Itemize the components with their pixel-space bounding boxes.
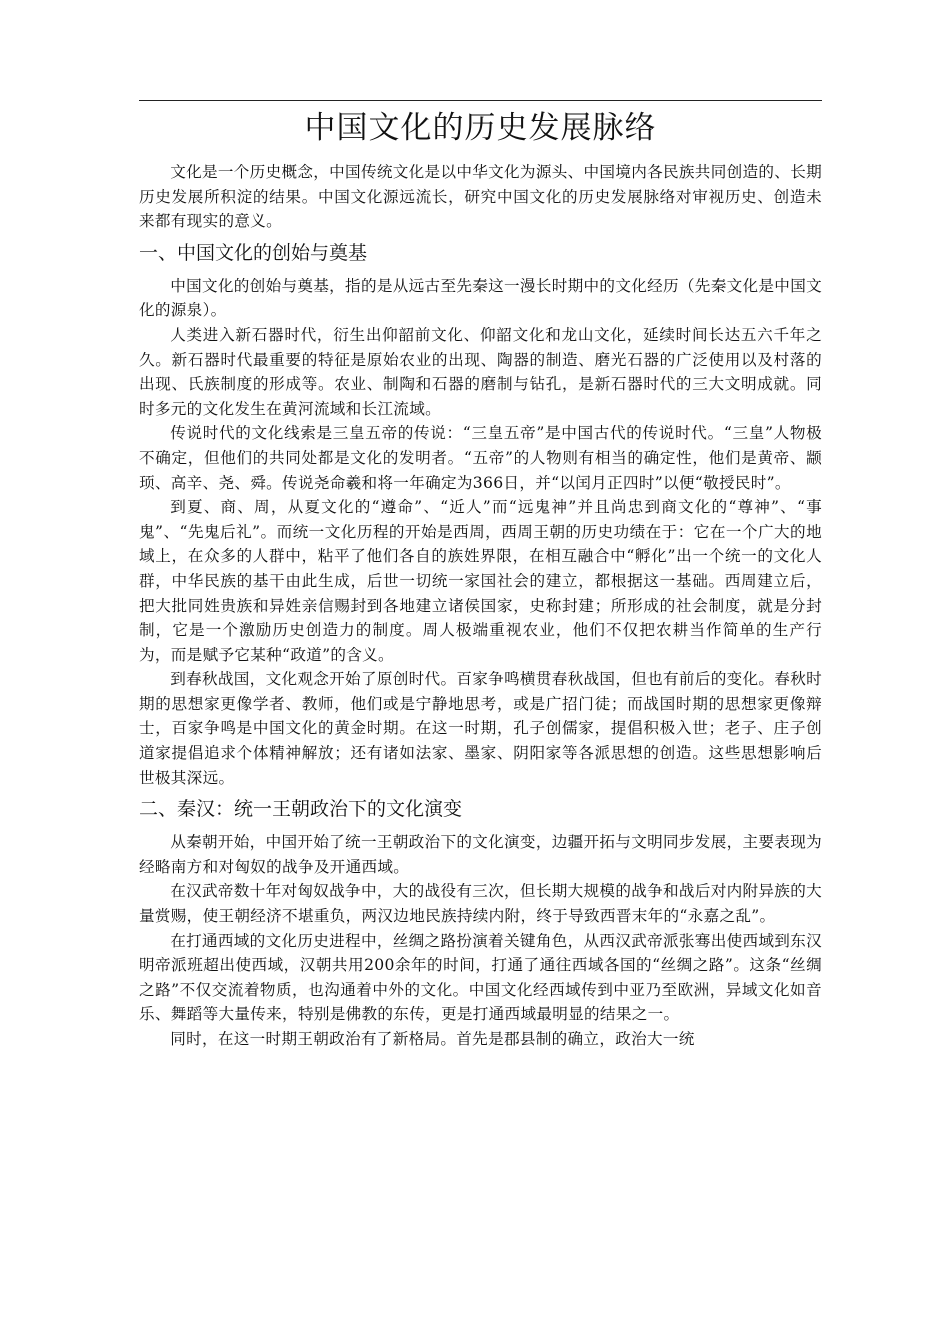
document-title: 中国文化的历史发展脉络 — [304, 110, 657, 146]
intro-paragraph: 文化是一个历史概念，中国传统文化是以中华文化为源头、中国境内各民族共同创造的、长期历史发展所积淀的结果。中国文化源远流长，研究中国文化的历史发展脉络对审视历史、创造未来都有现实的意义。 — [139, 163, 822, 231]
body-paragraph: 到夏、商、周，从夏文化的“遵命”、“近人”而“远鬼神”并且尚忠到商文化的“尊神”、“事鬼”、“先鬼后礼”。而统一文化历程的开始是西周，西周王朝的历史功绩在于：它在一个广大的地域上，在众多的人群中，粘平了他们各自的族姓界限，在相互融合中“孵化”出一个统一的文化人群，中华民族的基干由此生成，后世一切统一家国社会的建立，都根据这一基础。西周建立后，把大批同姓贵族和异姓亲信赐封到各地建立诸侯国家，史称封建；所形成的社会制度，就是分封制，它是一个激励历史创造力的制度。周人极端重视农业，他们不仅把农耕当作简单的生产行为，而是赋予它某种“政道”的含义。 — [139, 498, 822, 664]
section-heading: 二、秦汉：统一王朝政治下的文化演变 — [139, 798, 463, 821]
body-paragraph: 中国文化的创始与奠基，指的是从远古至先秦这一漫长时期中的文化经历（先秦文化是中国文化的源泉）。 — [139, 276, 822, 320]
body-paragraph: 在汉武帝数十年对匈奴战争中，大的战役有三次，但长期大规模的战争和战后对内附异族的大量赏赐，使王朝经济不堪重负，两汉边地民族持续内附，终于导致西晋末年的“永嘉之乱”。 — [139, 882, 822, 926]
body-paragraph: 从秦朝开始，中国开始了统一王朝政治下的文化演变，边疆开拓与文明同步发展，主要表现为经略南方和对匈奴的战争及开通西域。 — [139, 833, 822, 876]
body-paragraph: 传说时代的文化线索是三皇五帝的传说：“三皇五帝”是中国古代的传说时代。“三皇”人物极不确定，但他们的共同处都是文化的发明者。“五帝”的人物则有相当的确定性，他们是黄帝、颛顼、高辛、尧、舜。传说尧命羲和将一年确定为366日，并“以闰月正四时”以便“敬授民时”。 — [139, 424, 822, 492]
body-paragraph: 到春秋战国，文化观念开始了原创时代。百家争鸣横贯春秋战国，但也有前后的变化。春秋时期的思想家更像学者、教师，他们或是宁静地思考，或是广招门徒；而战国时期的思想家更像辩士，百家争鸣是中国文化的黄金时期。在这一时期，孔子创儒家，提倡积极入世；老子、庄子创道家提倡追求个体精神解放；还有诸如法家、墨家、阴阳家等各派思想的创造。这些思想影响后世极其深远。 — [139, 670, 822, 787]
document-page — [139, 100, 822, 1052]
section-heading: 一、中国文化的创始与奠基 — [139, 241, 368, 264]
body-paragraph: 同时，在这一时期王朝政治有了新格局。首先是郡县制的确立，政治大一统 — [170, 1030, 695, 1048]
body-paragraph: 在打通西域的文化历史进程中，丝绸之路扮演着关键角色，从西汉武帝派张骞出使西域到东汉明帝派班超出使西域，汉朝共用200余年的时间，打通了通往西域各国的“丝绸之路”。这条“丝绸之路”不仅交流着物质，也沟通着中外的文化。中国文化经西域传到中亚乃至欧洲，异域文化如音乐、舞蹈等大量传来，特别是佛教的东传，更是打通西域最明显的结果之一。 — [139, 931, 822, 1024]
body-paragraph: 人类进入新石器时代，衍生出仰韶前文化、仰韶文化和龙山文化，延续时间长达五六千年之久。新石器时代最重要的特征是原始农业的出现、陶器的制造、磨光石器的广泛使用以及村落的出现、氏族制度的形成等。农业、制陶和石器的磨制与钻孔，是新石器时代的三大文明成就。同时多元的文化发生在黄河流域和长江流域。 — [139, 325, 822, 418]
header-rule — [139, 100, 822, 101]
section-1 — [139, 238, 822, 790]
section-2 — [139, 794, 822, 1051]
